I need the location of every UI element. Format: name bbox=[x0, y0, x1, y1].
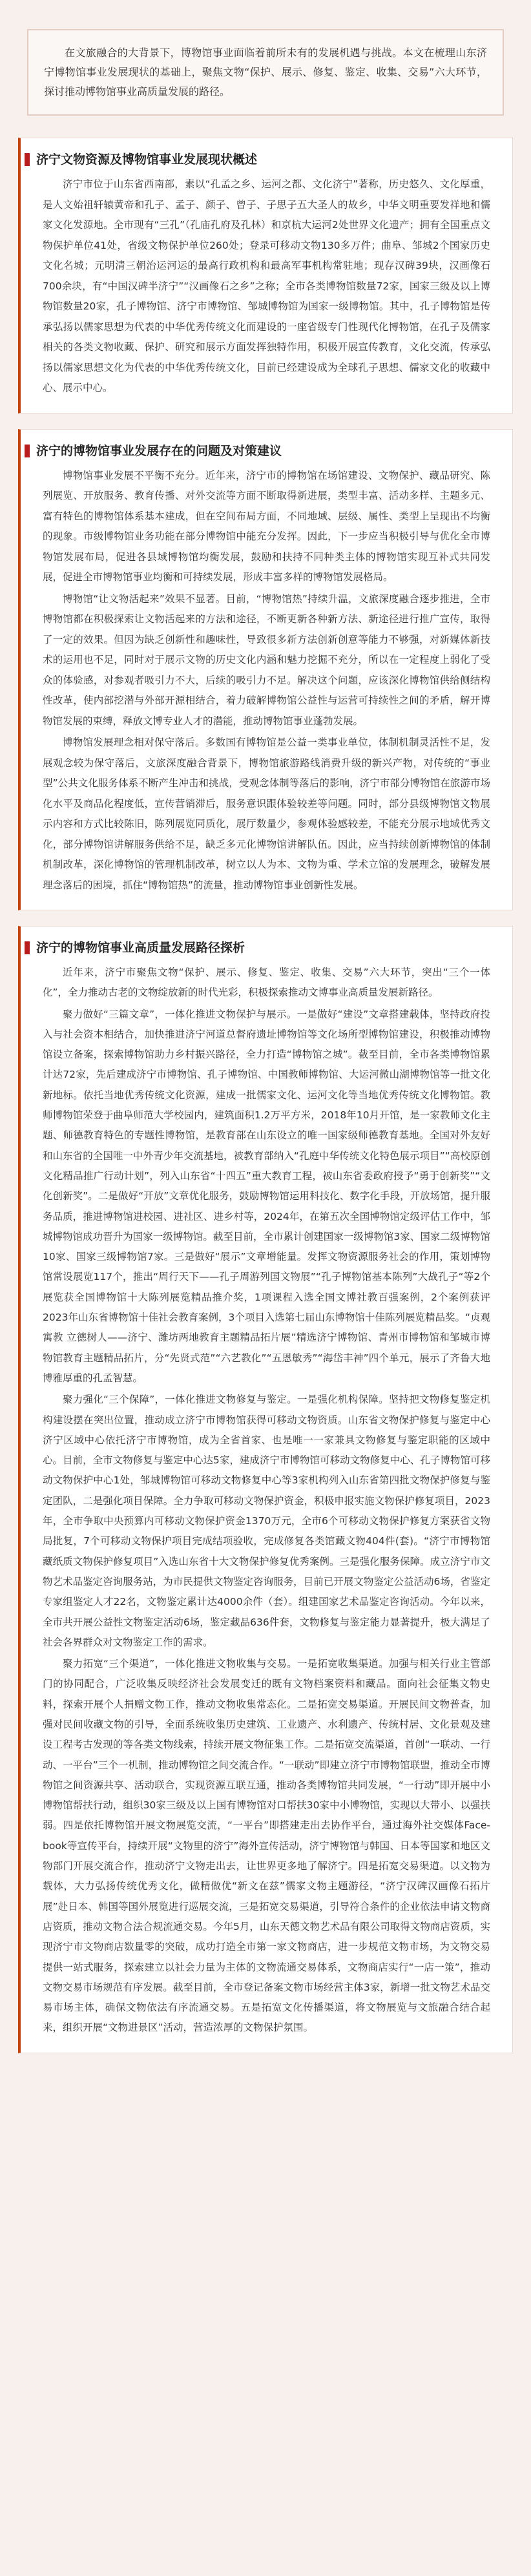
paragraph: 聚力强化“三个保障”，一体化推进文物修复与鉴定。一是强化机构保障。坚持把文物修复鉴定机构建设摆在突出位置，推动成立济宁市博物馆获得可移动文物资质。山东省文物保护修复与鉴定中心济宁区域中心依托济宁市博物馆，成为全省首家、也是唯一一家兼具文物修复与鉴定职能的区域中心。目前，全市文物修复与鉴定中心达5家，建成济宁市博物馆可移动文物修复中心、孔子博物馆可移动文物保护中心1处，邹城博物馆可移动文物修复中心等3家机构列入山东省第四批文物保护修复与鉴定团队，二是强化项目保障。全力争取可移动文物保护资金，积极申报实施文物保护修复项目，2023年，全市争取中央预算内可移动文物保护资金1370万元，全市6个可移动文物保护修复方案获省文物局批复，7个可移动文物保护项目完成结项验收，完成修复各类馆藏文物404件(套)。“济宁市博物馆藏纸质文物保护修复项目”入选山东省十大文物保护修复优秀案例。三是强化服务保障。成立济宁市文物艺术品鉴定咨询服务站，为市民提供文物鉴定咨询服务，目前已开展文物鉴定公益活动6场，省鉴定专家组鉴定人才22名，文物鉴定累计达4000余件（套）。组建国家艺术品鉴定咨询活动。今年以来，全市共开展公益性文物鉴定活动6场，鉴定藏品636件套，文物修复与鉴定能力显著提升，极大满足了社会各界群众对文物鉴定工作的需求。 bbox=[43, 1394, 490, 1648]
section-title-text: 济宁的博物馆事业高质量发展路径探析 bbox=[36, 941, 245, 955]
section-title bbox=[25, 150, 490, 169]
intro-summary: 在文旅融合的大背景下，博物馆事业面临着前所未有的发展机遇与挑战。本文在梳理山东济宁博物馆事业发展现状的基础上，聚焦文物“保护、展示、修复、鉴定、收集、交易”六大环节，探讨推动博物馆事业高质量发展的路径。 bbox=[27, 29, 504, 116]
section-marker-icon bbox=[25, 153, 30, 166]
section-marker-icon bbox=[25, 445, 30, 457]
section-title-text: 济宁文物资源及博物馆事业发展现状概述 bbox=[36, 152, 258, 167]
paragraph: 聚力做好“三篇文章”，一体化推进文物保护与展示。一是做好“建设”文章搭建载体，坚持政府投入与社会资本相结合，加快推进济宁河道总督府遗址博物馆等文化场所型博物馆建设，积极推动博物馆设立备案，探索博物馆助力乡村振兴路径，全力打造“博物馆之城”。截至目前，全市各类博物馆累计达72家，先后建成济宁市博物馆、孔子博物馆、中国教师博物馆、大运河微山湖博物馆等一批文化新地标。依托当地优秀传统文化资源，建成一批儒家文化、运河文化等当地优秀传统文化博物馆。教师博物馆荣登于曲阜师范大学校园内，建筑面积1.2万平方米，2018年10月开馆，是一家教师文化主题、师德教育特色的专题性博物馆，是教育部在山东设立的唯一国家级师德教育基地。全国对外友好和山东省的全国唯一中外青少年交流基地，被教育部纳入“孔庭中华传统文化特色展示项目”“高校原创文化精品推广行动计划”，列入山东省“十四五”重大教育工程，被山东省委政府授予“勇于创新奖”“文化创新奖”。二是做好“开放”文章优化服务，鼓励博物馆运用科技化、数字化手段，开放场馆，提升服务品质，推进博物馆进校园、进社区、进乡村等，2024年，在第五次全国博物馆定级评估工作中，邹城博物馆成功晋升为国家一级博物馆。截至目前，全市累计创建国家一级博物馆3家、国家二级博物馆10家、国家三级博物馆7家。三是做好“展示”文章增能量。发挥文物资源服务社会的作用，策划博物馆常设展览117个，推出“周行天下——孔子周游列国文物展”“孔子博物馆基本陈列”大战孔子“等2个展览获全国博物馆十大陈列展览精品推介奖，1项课程入选全国文博社教百强案例，2个案例获评2023年山东省博物馆十佳社会教育案例，3个项目入选第七届山东博物馆十佳陈列展览精品奖。“贞观寓教 立德树人——济宁、潍坊两地教育主题精品拓片展”精选济宁博物馆、青州市博物馆和邹城市博物馆教育主题精品拓片，分“先贤式范”“六艺教化”“五恩敏秀”“海岱丰神”四个单元，展示了齐鲁大地博雅厚重的孔孟智慧。 bbox=[43, 1008, 490, 1384]
paragraph: 济宁市位于山东省西南部，素以“孔孟之乡、运河之都、文化济宁”著称，历史悠久、文化厚重，是人文始祖轩辕黄帝和孔子、孟子、颜子、曾子、子思子五大圣人的故乡，中华文明重要发祥地和儒家文化发源地。全市现有“三孔”（孔庙孔府及孔林）和京杭大运河2处世界文化遗产；拥有全国重点文物保护单位41处，省级文物保护单位260处；登录可移动文物130多万件；曲阜、邹城2个国家历史文化名城；元明清三朝治运河运的最高行政机构和最高军事机构常驻地；现存汉碑39块，汉画像石700余块，有“中国汉碑半济宁”“汉画像石之乡”之称；全市各类博物馆数量72家，国家三级及以上博物馆数量20家，孔子博物馆、济宁市博物馆、邹城博物馆为国家一级博物馆。其中，孔子博物馆是传承弘扬以儒家思想为代表的中华优秀传统文化而建设的一座省级专门性现代化博物馆，在孔子及儒家相关的各类文物收藏、保护、研究和展示方面发挥独特作用，积极开展宣传教育，文化交流，传承弘扬以儒家思想文化为代表的中华优秀传统文化，目前已经建设成为全球孔子思想、儒家文化的收藏中心、展示中心。 bbox=[43, 178, 490, 393]
section-title bbox=[25, 441, 490, 461]
section-title-text: 济宁的博物馆事业发展存在的问题及对策建议 bbox=[36, 443, 282, 458]
paragraph: 近年来，济宁市聚焦文物“保护、展示、修复、鉴定、收集、交易”六大环节，突出“三个一体化”，全力推动古老的文物绽放新的时代光彩，积极探索推动文博事业高质量发展新路径。 bbox=[43, 967, 490, 999]
section-problems-suggestions bbox=[18, 429, 513, 911]
section-development-path bbox=[18, 926, 513, 2053]
section-status-overview bbox=[18, 138, 513, 414]
paragraph: 博物馆事业发展不平衡不充分。近年来，济宁市的博物馆在场馆建设、文物保护、藏品研究、陈列展览、开放服务、教育传播、对外交流等方面不断取得新进展，类型丰富、活动多样、主题多元、富有特色的博物馆体系基本建成，但在空间布局方面，不同地域、层级、属性、类型上呈现出不均衡的现象。市级博物馆业务功能在部分博物馆中能充分发挥。因此，下一步应当积极引导与优化全市博物馆发展布局，促进各县域博物馆均衡发展，鼓励和扶持不同种类主体的博物馆实现互补式共同发展，促进全市博物馆事业均衡和可持续发展，形成丰富多样的博物馆发展格局。 bbox=[43, 469, 490, 583]
paragraph: 博物馆发展理念相对保守落后。多数国有博物馆是公益一类事业单位，体制机制灵活性不足，发展观念较为保守落后，文旅深度融合背景下，博物馆旅游路线消费升级的新兴产物，对传统的“事业型”公共文化服务体系不断产生冲击和挑战，受观念体制等落后的影响，济宁市部分博物馆在旅游市场化水平及商品化程度低，宣传营销滞后，服务意识跟体验较差等问题。同时，部分县级博物馆文物展示内容和方式比较陈旧，陈列展览同质化，展厅数量少，参观体验感较差，不能充分展示地域优秀文化，部分博物馆讲解服务供给不足，缺乏多元化博物馆讲解队伍。因此，应当持续创新博物馆的体制机制改革，深化博物馆的管理机制改革，树立以人为本、文物为重、学术立馆的发展理念，破解发展理念落后的困境，抓住“博物馆热”的流量，推动博物馆事业创新性发展。 bbox=[43, 737, 490, 891]
section-marker-icon bbox=[25, 941, 30, 954]
paragraph: 聚力拓宽“三个渠道”，一体化推进文物收集与交易。一是拓宽收集渠道。加强与相关行业主管部门的协同配合，广泛收集反映经济社会发展变迁的既有文物档案资料和藏品。面向社会征集文物史料，探索开展个人捐赠文物工作，推动文物收集常态化。二是拓宽交易渠道。开展民间文物普查，加强对民间收藏文物的引导，全面系统收集历史建筑、工业遗产、水利遗产、传统村居、文化景观及建设工程考古发现的等各类文物线索，持续开展文物征集工作。二是拓宽交流渠道，首创“一联动、一行动、一平台”三个一机制，推动博物馆之间交流合作。“一联动”即建立济宁市博物馆联盟，推动全市博物馆之间资源共享、活动联合，实现资源互联互通，推动各类博物馆共同发展，“一行动”即开展中小博物馆帮扶行动，组织30家三级及以上国有博物馆对口帮扶30家中小博物馆，实现以大带小、以强扶弱。四是依托博物馆开展文物展览交流，“一平台”即搭建走出去协作平台，通过海外社交媒体Face-book等宣传平台，持续开展“文物里的济宁”海外宣传活动，济宁博物馆与韩国、日本等国家和地区文物部门开展交流合作，推动济宁文物走出去，让世界更多地了解济宁。四是拓宽交易渠道。以文物为载体，大力弘扬传统优秀文化，做精做优“新文在兹”儒家文物主题游径，“济宁汉碑汉画像石拓片展”赴日本、韩国等国外展览进行巡展交流，三是拓宽交易渠道，引导符合条件的企业依法申请文物商店资质，推动文物合法合规流通交易。今年5月，山东天德文物艺术品有限公司取得文物商店资质，实现济宁市文物商店数量零的突破，成功打造全市第一家文物商店，进一步规范文物市场，为文物交易提供一站式服务，探索建立以社会力量为主体的文物流通交易体系，文物商店实行“一店一策”，推动文物交易市场规范有序发展。截至目前，全市登记备案文物市场经营主体3家，新增一批文物艺术品交易市场主体，确保文物依法有序流通交易。五是拓宽文化传播渠道，将文物展览与文旅融合结合起来，组织开展“文物进景区”活动，营造浓厚的文物保护氛围。 bbox=[43, 1658, 490, 2034]
section-title bbox=[25, 938, 490, 958]
paragraph: 博物馆“让文物活起来”效果不显著。目前，“博物馆热”持续升温，文旅深度融合逐步推进，全市博物馆都在积极探索让文物活起来的方法和途径，不断更新各种新方法、新途径进行推广宣传，取得了一定的效果。但因为缺乏创新性和趣味性，导致很多新方法创新创意等能力不够强，对新媒体新技术的运用也不足，同时对于展示文物的历史文化内涵和魅力挖掘不充分，所以在一定程度上弱化了受众的体验感，对参观者吸引力不大，后续的吸引力不足。解决这个问题，应该深化博物馆供给侧结构性改革，使内部挖潜与外部开源相结合，着力破解博物馆公益性与运营可持续性之间的矛盾，解开博物馆发展的束缚，释放文博专业人才的潜能，推动博物馆事业蓬勃发展。 bbox=[43, 592, 490, 727]
